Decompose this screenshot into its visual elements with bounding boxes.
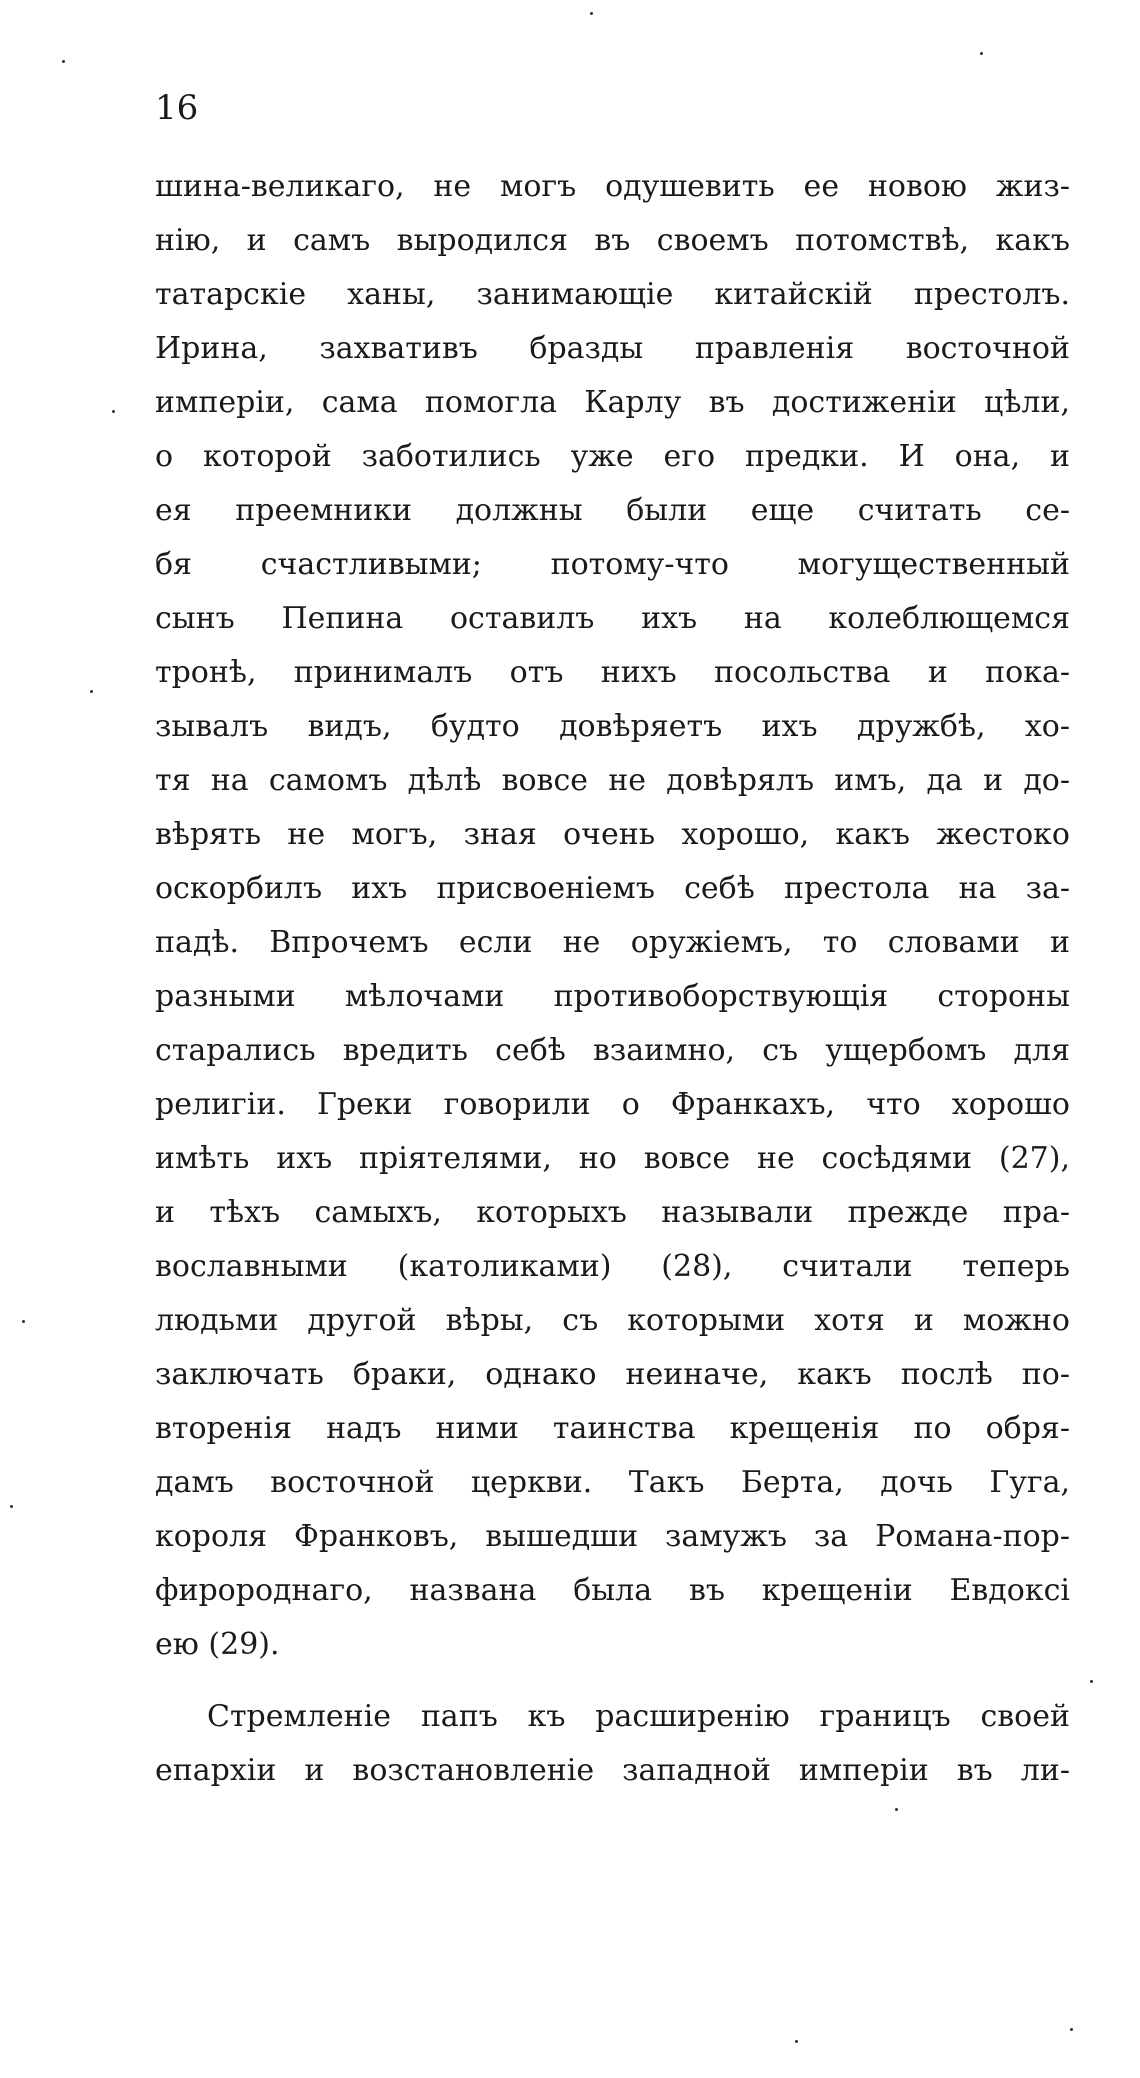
text-line: сынъ Пепина оставилъ ихъ на колеблющемся [155,601,1070,636]
scan-speck [895,1808,898,1811]
text-line: имѣть ихъ пріятелями, но вовсе не сосѣдями (27), [155,1141,1070,1176]
text-line: падѣ. Впрочемъ если не оружіемъ, то словами и [155,925,1070,960]
text-line: короля Франковъ, вышедши замужъ за Романа-пор- [155,1519,1070,1554]
scan-speck [795,2040,798,2043]
text-line: татарскіе ханы, занимающіе китайскій престолъ. [155,277,1070,312]
text-line: о которой заботились уже его предки. И она, и [155,439,1070,474]
text-line: людьми другой вѣры, съ которыми хотя и можно [155,1303,1070,1338]
scan-speck [22,1320,25,1323]
scan-speck [90,690,93,693]
text-line: и тѣхъ самыхъ, которыхъ называли прежде пра- [155,1195,1070,1230]
scan-speck [1070,2028,1073,2031]
text-line: вѣрять не могъ, зная очень хорошо, какъ жестоко [155,817,1070,852]
scan-speck [590,12,593,15]
text-line: заключать браки, однако неиначе, какъ послѣ по- [155,1357,1070,1392]
page-number: 16 [155,88,199,128]
text-line: старались вредить себѣ взаимно, съ ущербомъ для [155,1033,1070,1068]
scan-speck [62,60,65,63]
paragraph-gap [155,1672,1070,1690]
body-text [155,160,1070,1798]
text-line: Ирина, захвативъ бразды правленія восточной [155,331,1070,366]
text-line: ею (29). [155,1627,280,1662]
text-line: разными мѣлочами противоборствующія стороны [155,979,1070,1014]
text-line: ея преемники должны были еще считать се- [155,493,1070,528]
text-line: фиророднаго, названа была въ крещеніи Евдоксі [155,1573,1070,1608]
paragraph [155,1690,1070,1798]
text-line: вторенія надъ ними таинства крещенія по обря- [155,1411,1070,1446]
text-line: вославными (католиками) (28), считали теперь [155,1249,1070,1284]
scan-speck [10,1505,13,1508]
text-line: бя счастливыми; потому-что могущественный [155,547,1070,582]
scan-speck [112,410,115,413]
text-line: епархіи и возстановленіе западной имперіи въ ли- [155,1753,1070,1788]
paragraph [155,160,1070,1672]
text-line: тронѣ, принималъ отъ нихъ посольства и пока- [155,655,1070,690]
text-line: зывалъ видъ, будто довѣряетъ ихъ дружбѣ, хо- [155,709,1070,744]
scan-speck [980,52,983,55]
text-line: дамъ восточной церкви. Такъ Берта, дочь Гуга, [155,1465,1070,1500]
text-line: нію, и самъ выродился въ своемъ потомствѣ, какъ [155,223,1070,258]
text-line: тя на самомъ дѣлѣ вовсе не довѣрялъ имъ, да и до- [155,763,1070,798]
text-line: шина-великаго, не могъ одушевить ее новою жиз- [155,169,1070,204]
text-line: имперіи, сама помогла Карлу въ достиженіи цѣли, [155,385,1070,420]
text-line: оскорбилъ ихъ присвоеніемъ себѣ престола на за- [155,871,1070,906]
text-line: Стремленіе папъ къ расширенію границъ своей [207,1699,1070,1734]
scan-speck [1090,1680,1093,1683]
text-line: религіи. Греки говорили о Франкахъ, что хорошо [155,1087,1070,1122]
